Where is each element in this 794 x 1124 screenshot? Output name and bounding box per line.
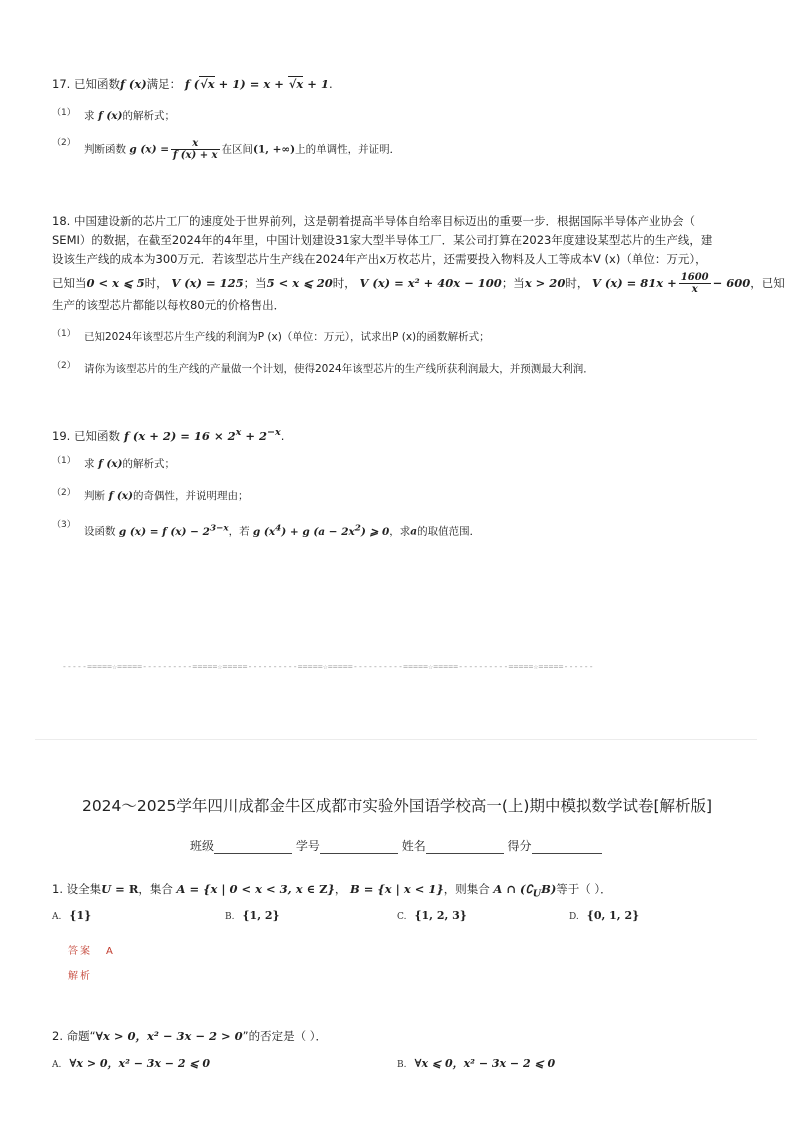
number-label: 学号 [295, 839, 320, 853]
answer-line [68, 942, 115, 957]
number-blank[interactable] [320, 839, 398, 854]
student-info-fields [190, 837, 602, 854]
class-label: 班级 [190, 839, 215, 853]
question-18-part-2: （2） 请你为该型芯片的生产线的产量做一个计划，使得2024年该型芯片的生产线所获利润最大，并预测最大利润． [52, 361, 594, 375]
question-18-part-1: （1） 已知2024年该型芯片生产线的利润为P (x)（单位：万元），试求出P (x)的函数解析式； [52, 329, 490, 343]
question-18-line-3: 设该生产线的成本为300万元．若该型芯片生产线在2024年产出x万枚芯片，还需要投入物料及人工等成本V (x)（单位：万元）， [52, 252, 707, 266]
answer-value: A [106, 946, 115, 957]
question-18-line-1: 18. 中国建设新的芯片工厂的速度处于世界前列，这是朝着提高半导体自给率目标迈出的重要一步．根据国际半导体产业协会（ [52, 214, 695, 228]
question-19-part-2: （2） 判断 f (x)的奇偶性，并说明理由； [52, 488, 249, 502]
score-label: 得分 [507, 839, 532, 853]
answer-label: 答案 [68, 946, 92, 957]
class-blank[interactable] [214, 839, 292, 854]
question-1-option-b[interactable]: B. {1, 2} [225, 909, 280, 922]
question-19-part-1: （1） 求 f (x)的解析式； [52, 456, 176, 470]
question-18-line-2: SEMI）的数据，在截至2024年的4年里，中国计划建设31家大型半导体工厂．某公司打算在2023年度建设某型芯片的生产线，建 [52, 233, 713, 247]
name-blank[interactable] [426, 839, 504, 854]
analysis-label: 解析 [68, 971, 92, 982]
question-2-stem: 2. 命题“∀x > 0，x² − 3x − 2 > 0”的否定是（ ）． [52, 1029, 328, 1043]
question-1-option-d[interactable]: D. {0, 1, 2} [569, 909, 640, 922]
question-17-stem: 17. 已知函数f (x)满足： f (√x + 1) = x + √x + 1. [52, 77, 333, 91]
exam-title: 2024～2025学年四川成都金牛区成都市实验外国语学校高一(上)期中模拟数学试卷[解析版] [81, 797, 713, 815]
question-1-option-a[interactable]: A. {1} [52, 909, 92, 922]
question-18-line-5: 生产的该型芯片都能以每枚80元的价格售出． [52, 298, 286, 312]
question-19-part-3: （3）设函数 g (x) = f $(x) - 2^{3-x}$，若 g $(x^4) + g$ $(a - 2x^2)$ ⩾ 0，求a的取值范围． [52, 520, 481, 538]
question-2-option-a[interactable]: A. ∀x > 0，x² − 3x − 2 ⩽ 0 [52, 1057, 211, 1070]
score-blank[interactable] [532, 839, 602, 854]
question-17-part-2: （2）判断函数 g (x) = $\frac{x}{f (x) + x}$ 在区间(1, +∞)上的单调性，并证明． [52, 138, 401, 161]
question-19-stem: 19. 已知函数 f $(x + 2) = 16 \times 2^x + 2^{-x}$. [52, 427, 285, 443]
question-18-line-4: 已知当0 < x ⩽ 5时， V (x) = 125；当5 < x ⩽ 20时， V (x) = x² + 40x − 100；当x > 20时， V (x) = 81x + $\frac{1600}{x}$ − 600，已知 [52, 272, 785, 295]
question-2-option-b[interactable]: B. ∀x ⩽ 0，x² − 3x − 2 ⩽ 0 [397, 1057, 556, 1070]
section-divider: -----=====☆=====----------=====☆=====----------=====☆=====----------=====☆=====----------=====☆=====------ [62, 662, 594, 671]
question-17-part-1: （1） 求 f (x)的解析式； [52, 108, 176, 122]
question-1-option-c[interactable]: C. {1, 2, 3} [397, 909, 467, 922]
name-label: 姓名 [401, 839, 426, 853]
page-separator [35, 739, 757, 740]
question-1-stem: 1. 设全集U = R，集合 A = {x | 0 < x < 3, x ∈ Z}， B = {x | x < 1}，则集合 A ∩ $(∁_UB)$等于（ ）． [52, 882, 612, 900]
